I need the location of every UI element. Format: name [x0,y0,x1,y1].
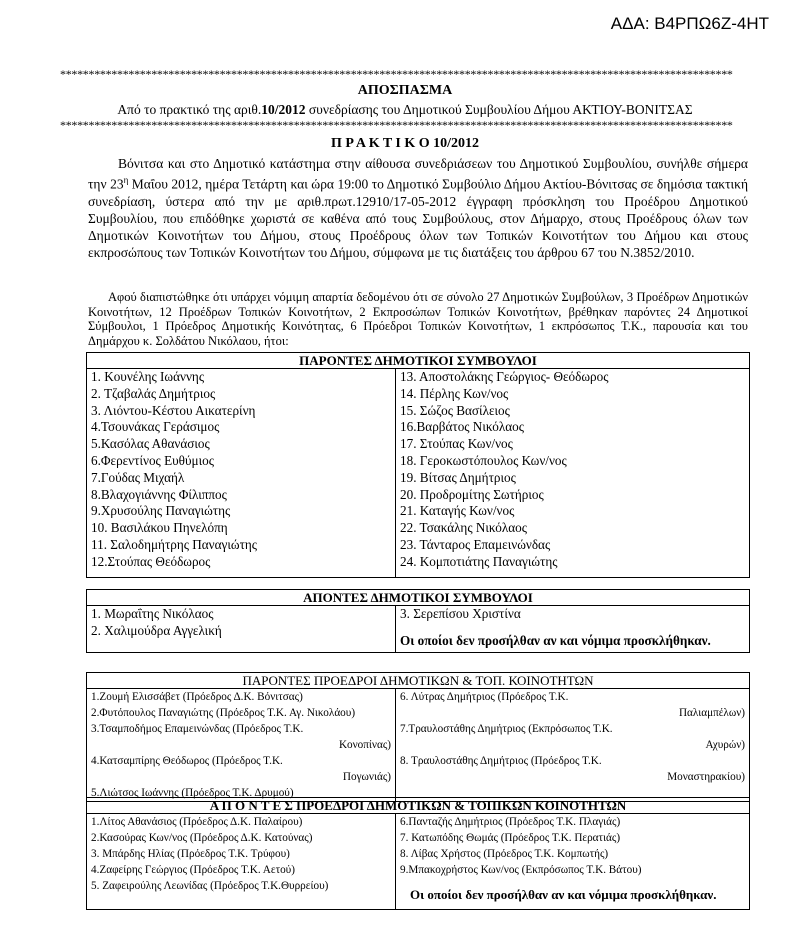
present-councilors-right [396,369,750,578]
list-item: 13. Αποστολάκης Γεώργιος- Θεόδωρος [400,369,609,384]
list-item: 1. Μωραΐτης Νικόλαος [91,606,214,621]
list-item: 7. Κατωπόδης Θωμάς (Πρόεδρος Τ.Κ. Περατιάς) [400,832,621,844]
list-item: 5. Ζαφειρούλης Λεωνίδας (Πρόεδρος Τ.Κ.Θυρρείου) [91,880,329,892]
list-item: 8.Βλαχογιάννης Φίλιππος [91,486,227,502]
list-item: 11. Σαλοδημήτρης Παναγιώτης [91,536,258,552]
intro-paragraph: Βόνιτσα και στο Δημοτικό κατάστημα στην αίθουσα συνεδριάσεων του Δημοτικού Συμβουλίου, συνήλθε σήμερα την $23^\eta$ Μαΐου 2012, ημέρα Τετάρτη και ώρα 19:00 το Δημοτικό Συμβούλιο Δήμου Ακτίου-Βόνιτσας σε δημόσια τακτική συνεδρίαση, ύστερα από την με αριθ.πρωτ.12910/17-05-2012 έγγραφη πρόσκληση του Προέδρου Δημοτικού Συμβουλίου, που επιδόθηκε χωριστά σε καθένα από τους Συμβούλους, στον Δήμαρχο, στους Προέδρους όλων των Δημοτικών Κοινοτήτων του Δήμου, στους Προέδρους όλων των Τοπικών Κοινοτήτων του Δήμου και στους εκπροσώπους των Τοπικών Κοινοτήτων του Δήμου, σύμφωνα με τις διατάξεις του άρθρου 67 του Ν.3852/2010. [88,156,749,260]
absent-presidents-note: Οι οποίοι δεν προσήλθαν αν και νόμιμα προσκλήθηκαν. [410,887,717,902]
absent-presidents-left [87,814,396,910]
minutes-heading: Π Ρ Α Κ Τ Ι Κ Ο 10/2012 [330,136,480,151]
quorum-paragraph: Αφού διαπιστώθηκε ότι υπάρχει νόμιμη απαρτία δεδομένου ότι σε σύνολο 27 Δημοτικών Συμβούλων, 3 Προέδρων Δημοτικών Κοινοτήτων, 12 Προέδρων Τοπικών Κοινοτήτων, 2 Εκπροσώπων Τοπικών Κοινοτήτων, βρέθηκαν παρόντες 24 Δημοτικοί Σύμβουλοι, 1 Πρόεδρος Δημοτικής Κοινότητας, 6 Πρόεδροι Τοπικών Κοινοτήτων, 1 εκπρόσωπος Τ.Κ., παρουσία και του Δημάρχου κ. Σολδάτου Νικόλαου, ήτοι: [88,290,748,348]
list-item: 24. Κομποτιάτης Παναγιώτης [400,553,558,569]
list-item: 5.Κασόλας Αθανάσιος [91,436,210,452]
list-item: 12.Στούπας Θεόδωρος [91,553,211,569]
document-subtitle: Από το πρακτικό της αριθ.10/2012 συνεδρίασης του Δημοτικού Συμβουλίου Δήμου ΑΚΤΙΟΥ-ΒΟΝΙΤΣΑΣ [117,102,693,117]
list-item: 14. Πέρλης Κων/νος [400,385,509,401]
list-item: 1. Κουνέλης Ιωάννης [91,369,205,384]
present-councilors-table [86,352,750,578]
list-item: 5.Λιώτσος Ιωάννης (Πρόεδρος Τ.Κ. Δρυμού) [91,787,294,799]
list-item: 1.Ζουμή Ελισσάβετ (Πρόεδρος Δ.Κ. Βόνιτσας) [91,691,303,703]
absent-note: Οι οποίοι δεν προσήλθαν αν και νόμιμα προσκλήθηκαν. [400,632,711,648]
absent-presidents-header: Α Π Ο Ν Τ Ε Σ ΠΡΟΕΔΡΟΙ ΔΗΜΟΤΙΚΩΝ & ΤΟΠΙΚΩΝ ΚΟΙΝΟΤΗΤΩΝ [87,798,750,814]
list-item: 6.Πανταζής Δημήτριος (Πρόεδρος Τ.Κ. Πλαγιάς) [400,816,621,828]
present-presidents-table [86,672,750,802]
list-item: 9.Μπακοχρήστος Κων/νος (Εκπρόσωπος Τ.Κ. Βάτου) [400,864,642,876]
list-item: 4.Τσουνάκας Γεράσιμος [91,419,220,435]
list-item: 3. Λιόντου-Κέστου Αικατερίνη [91,402,256,418]
list-item: 22. Τσακάλης Νικόλαος [400,520,527,536]
list-item: 10. Βασιλάκου Πηνελόπη [91,520,228,536]
present-presidents-left [87,689,396,802]
star-divider-top: ********************************************************************************************************************** [60,68,733,80]
list-item: 18. Γεροκωστόπουλος Κων/νος [400,452,567,468]
list-item: 15. Σώζος Βασίλειος [400,402,510,418]
list-item: 2.Φυτόπουλος Παναγιώτης (Πρόεδρος Τ.Κ. Αγ. Νικολάου) [91,707,356,719]
list-item: 2. Χαλιμούδρα Αγγελική [91,622,222,638]
list-item: 2.Κασούρας Κων/νος (Πρόεδρος Δ.Κ. Κατούνας) [91,832,313,844]
list-item: 6. Λύτρας Δημήτριος (Πρόεδρος Τ.Κ. Παλιαμπέλων) [400,691,745,719]
list-item: 4.Κατσαμπίρης Θεόδωρος (Πρόεδρος Τ.Κ. Πογωνιάς) [91,755,391,783]
list-item: 3.Τσαμποδήμος Επαμεινώνδας (Πρόεδρος Τ.Κ. Κονοπίνας) [91,723,391,751]
absent-councilors-table [86,589,750,653]
list-item: 21. Καταγής Κων/νος [400,503,515,519]
star-divider-bottom: ********************************************************************************************************************** [60,119,733,131]
list-item: 7.Τραυλοστάθης Δημήτριος (Εκπρόσωπος Τ.Κ. Αχυρών) [400,723,745,751]
absent-councilors-right [396,606,750,653]
document-title: ΑΠΟΣΠΑΣΜΑ [357,83,453,98]
ada-code: ΑΔΑ: Β4ΡΠΩ6Ζ-4ΗΤ [610,14,769,33]
list-item: 6.Φερεντίνος Ευθύμιος [91,452,214,468]
present-presidents-right [396,689,750,802]
absent-councilors-header: ΑΠΟΝΤΕΣ ΔΗΜΟΤΙΚΟΙ ΣΥΜΒΟΥΛΟΙ [87,590,750,606]
absent-councilors-left [87,606,396,653]
list-item: 8. Λίβας Χρήστος (Πρόεδρος Τ.Κ. Κομπωτής) [400,848,609,860]
list-item: 7.Γούδας Μιχαήλ [91,469,185,485]
list-item: 2. Τζαβαλάς Δημήτριος [91,385,216,401]
list-item: 3. Σερεπίσου Χριστίνα [400,606,521,621]
list-item: 9.Χρυσούλης Παναγιώτης [91,503,231,519]
list-item: 20. Προδρομίτης Σωτήριος [400,486,544,502]
list-item: 8. Τραυλοστάθης Δημήτριος (Πρόεδρος Τ.Κ. Μοναστηρακίου) [400,755,745,783]
present-councilors-left [87,369,396,578]
list-item: 3. Μπάρδης Ηλίας (Πρόεδρος Τ.Κ. Τρύφου) [91,848,290,860]
list-item: 17. Στούπας Κων/νος [400,436,513,452]
present-councilors-header: ΠΑΡΟΝΤΕΣ ΔΗΜΟΤΙΚΟΙ ΣΥΜΒΟΥΛΟΙ [87,353,750,369]
list-item: 4.Ζαφείρης Γεώργιος (Πρόεδρος Τ.Κ. Αετού) [91,864,295,876]
list-item: 1.Λίτος Αθανάσιος (Πρόεδρος Δ.Κ. Παλαίρου) [91,816,303,828]
list-item: 16.Βαρβάτος Νικόλαος [400,419,524,435]
present-presidents-header: ΠΑΡΟΝΤΕΣ ΠΡΟΕΔΡΟΙ ΔΗΜΟΤΙΚΩΝ & ΤΟΠ. ΚΟΙΝΟΤΗΤΩΝ [87,673,750,689]
absent-presidents-right [396,814,750,910]
list-item: 19. Βίτσας Δημήτριος [400,469,516,485]
list-item: 23. Τάνταρος Επαμεινώνδας [400,536,551,552]
absent-presidents-table [86,797,750,910]
